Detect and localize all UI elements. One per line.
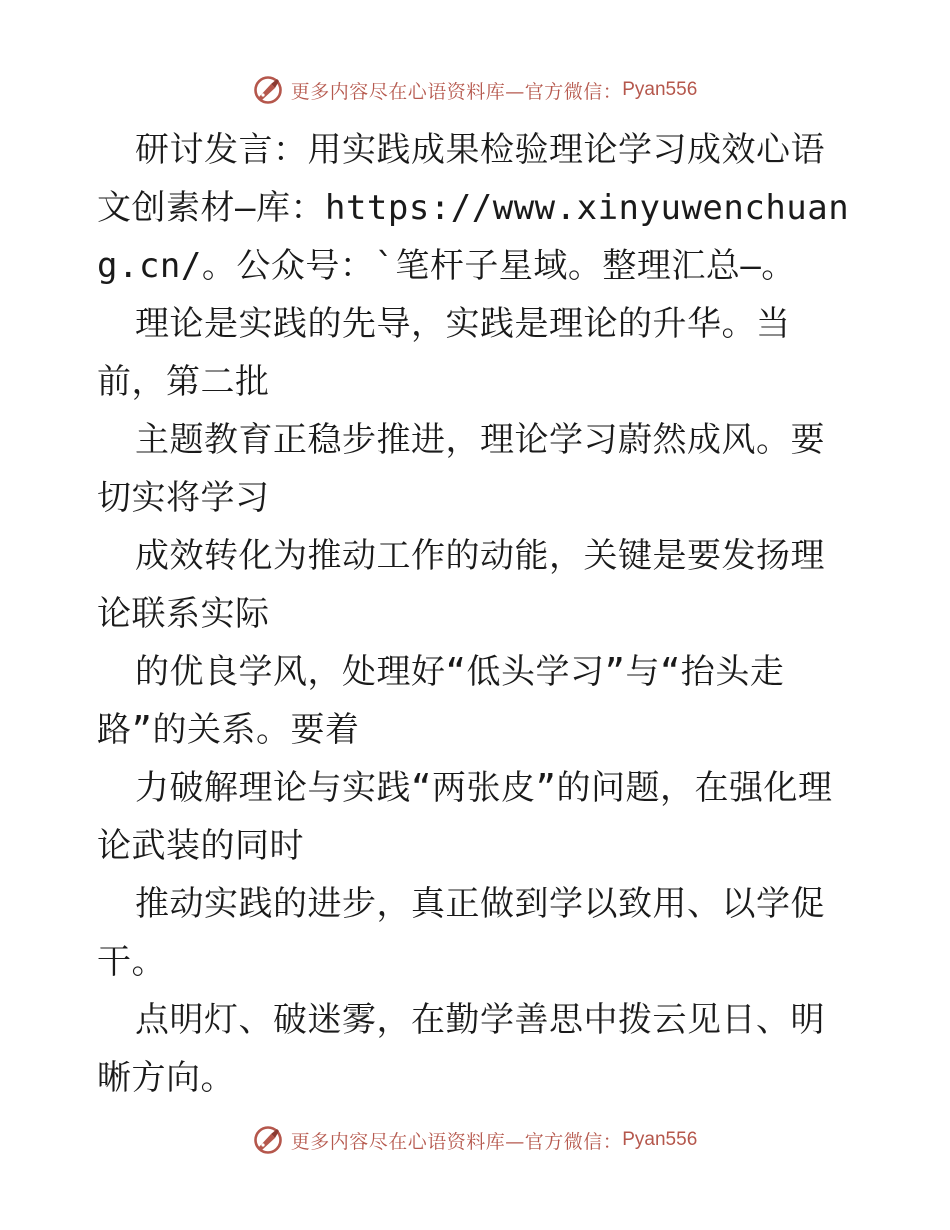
banner-slogan: 更多内容尽在心语资料库—官方微信： xyxy=(290,1130,623,1153)
pen-nib-logo-icon xyxy=(253,1125,283,1155)
paragraph: 力破解理论与实践“两张皮”的问题，在强化理论武装的同时 xyxy=(97,768,833,866)
document-body xyxy=(97,121,857,1107)
paragraph: 主题教育正稳步推进，理论学习蔚然成风。要切实将学习 xyxy=(97,420,825,518)
paragraph: 的优良学风，处理好“低头学习”与“抬头走路”的关系。要着 xyxy=(97,652,785,750)
banner-wechat-id: Pyan556 xyxy=(622,1129,698,1150)
paragraph: 点明灯、破迷雾，在勤学善思中拨云见日、明晰方向。 xyxy=(97,1000,825,1098)
paragraph: 推动实践的进步，真正做到学以致用、以学促干。 xyxy=(97,884,825,982)
banner-wechat-id: Pyan556 xyxy=(622,79,698,100)
banner-slogan: 更多内容尽在心语资料库—官方微信： xyxy=(290,80,623,103)
paragraph-title: 研讨发言：用实践成果检验理论学习成效心语文创素材—库：https://www.xinyuwenchuang.cn/。公众号：`笔杆子星域。整理汇总—。 xyxy=(97,130,850,286)
paragraph: 成效转化为推动工作的动能，关键是要发扬理论联系实际 xyxy=(97,536,825,634)
footer-banner xyxy=(0,1120,950,1160)
paragraph: 理论是实践的先导，实践是理论的升华。当前，第二批 xyxy=(97,304,791,402)
pen-nib-logo-icon xyxy=(253,75,283,105)
header-banner xyxy=(0,70,950,110)
